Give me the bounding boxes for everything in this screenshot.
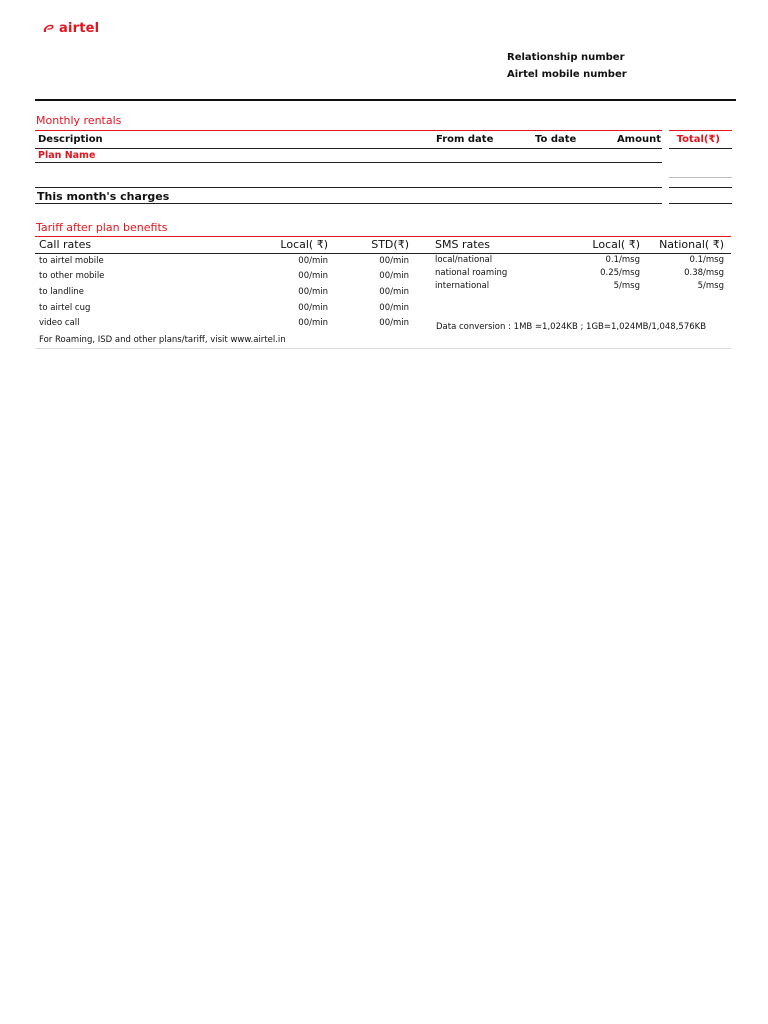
charges-rule-top — [35, 187, 662, 188]
call-local-header: Local( ₹) — [280, 238, 328, 251]
total-rule-head — [669, 148, 732, 149]
sms-row-local: 5/msg — [613, 281, 640, 291]
call-row-std: 00/min — [379, 287, 409, 297]
call-row-label: video call — [39, 318, 80, 328]
sms-row-local: 0.25/msg — [600, 268, 640, 278]
call-row-local: 00/min — [298, 318, 328, 328]
plan-row-rule — [35, 162, 662, 163]
call-row-label: to landline — [39, 287, 84, 297]
call-std-header: STD(₹) — [371, 238, 409, 251]
charges-rule-bottom — [35, 203, 662, 204]
call-row-std: 00/min — [379, 256, 409, 266]
call-row-local: 00/min — [298, 287, 328, 297]
total-charges-rule-bottom — [669, 203, 732, 204]
airtel-wordmark: airtel — [59, 20, 100, 36]
tariff-header-rule — [35, 253, 731, 254]
header-divider — [35, 99, 736, 101]
call-row-label: to other mobile — [39, 271, 105, 281]
tariff-title: Tariff after plan benefits — [36, 221, 168, 234]
sms-row-local: 0.1/msg — [605, 255, 640, 265]
mobile-number-label: Airtel mobile number — [507, 69, 627, 80]
col-description: Description — [38, 134, 103, 145]
sms-row-label: local/national — [435, 255, 493, 265]
sms-rates-header: SMS rates — [435, 238, 491, 251]
data-conversion-note: Data conversion : 1MB =1,024KB ; 1GB=1,024MB/1,048,576KB — [436, 322, 707, 332]
call-row-label: to airtel cug — [39, 303, 91, 313]
tariff-footnote: For Roaming, ISD and other plans/tariff, visit www.airtel.in — [39, 335, 286, 345]
call-row-std: 00/min — [379, 271, 409, 281]
sms-row-national: 0.38/msg — [684, 268, 724, 278]
call-row-label: to airtel mobile — [39, 256, 104, 266]
total-charges-rule-top — [669, 187, 732, 188]
this-months-charges-label: This month's charges — [37, 190, 170, 203]
call-row-local: 00/min — [298, 303, 328, 313]
monthly-rentals-rule — [35, 130, 662, 131]
sms-row-national: 0.1/msg — [689, 255, 724, 265]
call-row-std: 00/min — [379, 318, 409, 328]
total-row-rule — [669, 177, 732, 178]
call-row-std: 00/min — [379, 303, 409, 313]
sms-row-label: national roaming — [435, 268, 508, 278]
plan-name-label: Plan Name — [38, 150, 96, 161]
tariff-rule — [35, 236, 731, 237]
col-from-date: From date — [436, 134, 494, 145]
call-row-local: 00/min — [298, 256, 328, 266]
sms-row-label: international — [435, 281, 490, 291]
sms-row-national: 5/msg — [697, 281, 724, 291]
total-rule-top — [669, 130, 732, 131]
col-to-date: To date — [535, 134, 577, 145]
airtel-swoosh-icon — [42, 23, 56, 34]
call-rates-header: Call rates — [39, 238, 92, 251]
tariff-bottom-rule — [35, 348, 731, 349]
sms-local-header: Local( ₹) — [592, 238, 640, 251]
relationship-number-label: Relationship number — [507, 52, 625, 63]
monthly-rentals-title: Monthly rentals — [36, 114, 122, 127]
col-amount: Amount — [616, 134, 661, 145]
call-row-local: 00/min — [298, 271, 328, 281]
sms-national-header: National( ₹) — [659, 238, 724, 251]
airtel-logo — [42, 19, 99, 37]
col-total: Total(₹) — [676, 134, 720, 145]
rentals-header-rule — [35, 148, 662, 149]
